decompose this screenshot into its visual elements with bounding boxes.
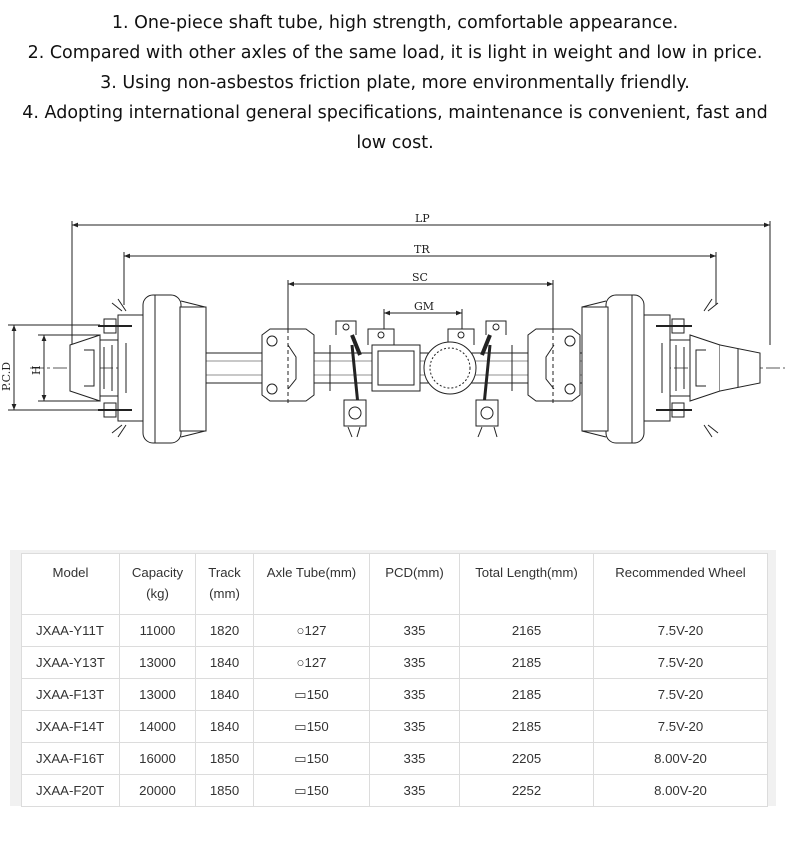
- cell-axle-tube: ▭150: [254, 775, 370, 807]
- cell-total-length: 2185: [460, 679, 594, 711]
- table-row: [22, 711, 768, 743]
- cell-pcd: 335: [370, 775, 460, 807]
- cell-track: 1850: [196, 743, 254, 775]
- cell-total-length: 2185: [460, 711, 594, 743]
- cell-wheel: 8.00V-20: [594, 775, 768, 807]
- feature-line-1: 1. One-piece shaft tube, high strength, comfortable appearance.: [111, 13, 679, 33]
- table-row: [22, 743, 768, 775]
- cell-wheel: 7.5V-20: [594, 711, 768, 743]
- cell-pcd: 335: [370, 615, 460, 647]
- feature-line-2: 2. Compared with other axles of the same load, it is light in weight and low in price.: [27, 43, 763, 63]
- cell-capacity: 16000: [120, 743, 196, 775]
- lp-label: LP: [415, 212, 430, 225]
- cell-axle-tube: ○127: [254, 615, 370, 647]
- cell-axle-tube: ○127: [254, 647, 370, 679]
- camshaft-brackets: [336, 321, 506, 345]
- cell-pcd: 335: [370, 711, 460, 743]
- cell-model: JXAA-F20T: [22, 775, 120, 807]
- table-row: [22, 679, 768, 711]
- cell-axle-tube: ▭150: [254, 679, 370, 711]
- table-row: [22, 647, 768, 679]
- cell-capacity: 11000: [120, 615, 196, 647]
- cell-model: JXAA-Y11T: [22, 615, 120, 647]
- cell-capacity: 13000: [120, 647, 196, 679]
- feature-line-5: low cost.: [356, 133, 434, 153]
- spec-table-container: [10, 550, 776, 806]
- pcd-label: P.C.D: [0, 361, 13, 391]
- cell-track: 1840: [196, 711, 254, 743]
- cell-wheel: 7.5V-20: [594, 679, 768, 711]
- header-track: Track (mm): [196, 554, 254, 615]
- cell-total-length: 2165: [460, 615, 594, 647]
- cell-capacity: 13000: [120, 679, 196, 711]
- spec-table: [21, 553, 768, 807]
- feature-list: [0, 8, 790, 158]
- feature-line-3: 3. Using non-asbestos friction plate, more environmentally friendly.: [100, 73, 690, 93]
- cell-total-length: 2252: [460, 775, 594, 807]
- right-slack-adjuster: [476, 335, 498, 437]
- gm-label: GM: [414, 300, 435, 313]
- table-header-row: [22, 554, 768, 615]
- header-axle-tube: Axle Tube(mm): [254, 554, 370, 615]
- feature-line-4: 4. Adopting international general specifications, maintenance is convenient, fast and: [22, 103, 768, 123]
- cell-capacity: 14000: [120, 711, 196, 743]
- cell-track: 1850: [196, 775, 254, 807]
- cell-track: 1820: [196, 615, 254, 647]
- cell-capacity: 20000: [120, 775, 196, 807]
- cell-track: 1840: [196, 679, 254, 711]
- cell-pcd: 335: [370, 679, 460, 711]
- sc-label: SC: [412, 271, 428, 284]
- header-recommended-wheel: Recommended Wheel: [594, 554, 768, 615]
- left-brake-drum: [70, 295, 206, 443]
- header-pcd: PCD(mm): [370, 554, 460, 615]
- cell-axle-tube: ▭150: [254, 711, 370, 743]
- cell-total-length: 2205: [460, 743, 594, 775]
- cell-model: JXAA-Y13T: [22, 647, 120, 679]
- cell-track: 1840: [196, 647, 254, 679]
- cell-wheel: 7.5V-20: [594, 615, 768, 647]
- cell-model: JXAA-F14T: [22, 711, 120, 743]
- cell-wheel: 8.00V-20: [594, 743, 768, 775]
- cell-total-length: 2185: [460, 647, 594, 679]
- left-slack-adjuster: [344, 335, 366, 437]
- table-row: [22, 775, 768, 807]
- table-row: [22, 615, 768, 647]
- header-capacity: Capacity (kg): [120, 554, 196, 615]
- axle-technical-drawing: [0, 195, 790, 475]
- cell-axle-tube: ▭150: [254, 743, 370, 775]
- cell-wheel: 7.5V-20: [594, 647, 768, 679]
- round-tube-section: [424, 342, 476, 394]
- header-model: Model: [22, 554, 120, 615]
- cell-pcd: 335: [370, 647, 460, 679]
- right-brake-drum: [582, 295, 760, 443]
- cell-pcd: 335: [370, 743, 460, 775]
- cell-model: JXAA-F16T: [22, 743, 120, 775]
- square-tube-section: [372, 345, 420, 391]
- h-label: H: [30, 365, 43, 375]
- cell-model: JXAA-F13T: [22, 679, 120, 711]
- tr-label: TR: [414, 243, 430, 256]
- header-total-length: Total Length(mm): [460, 554, 594, 615]
